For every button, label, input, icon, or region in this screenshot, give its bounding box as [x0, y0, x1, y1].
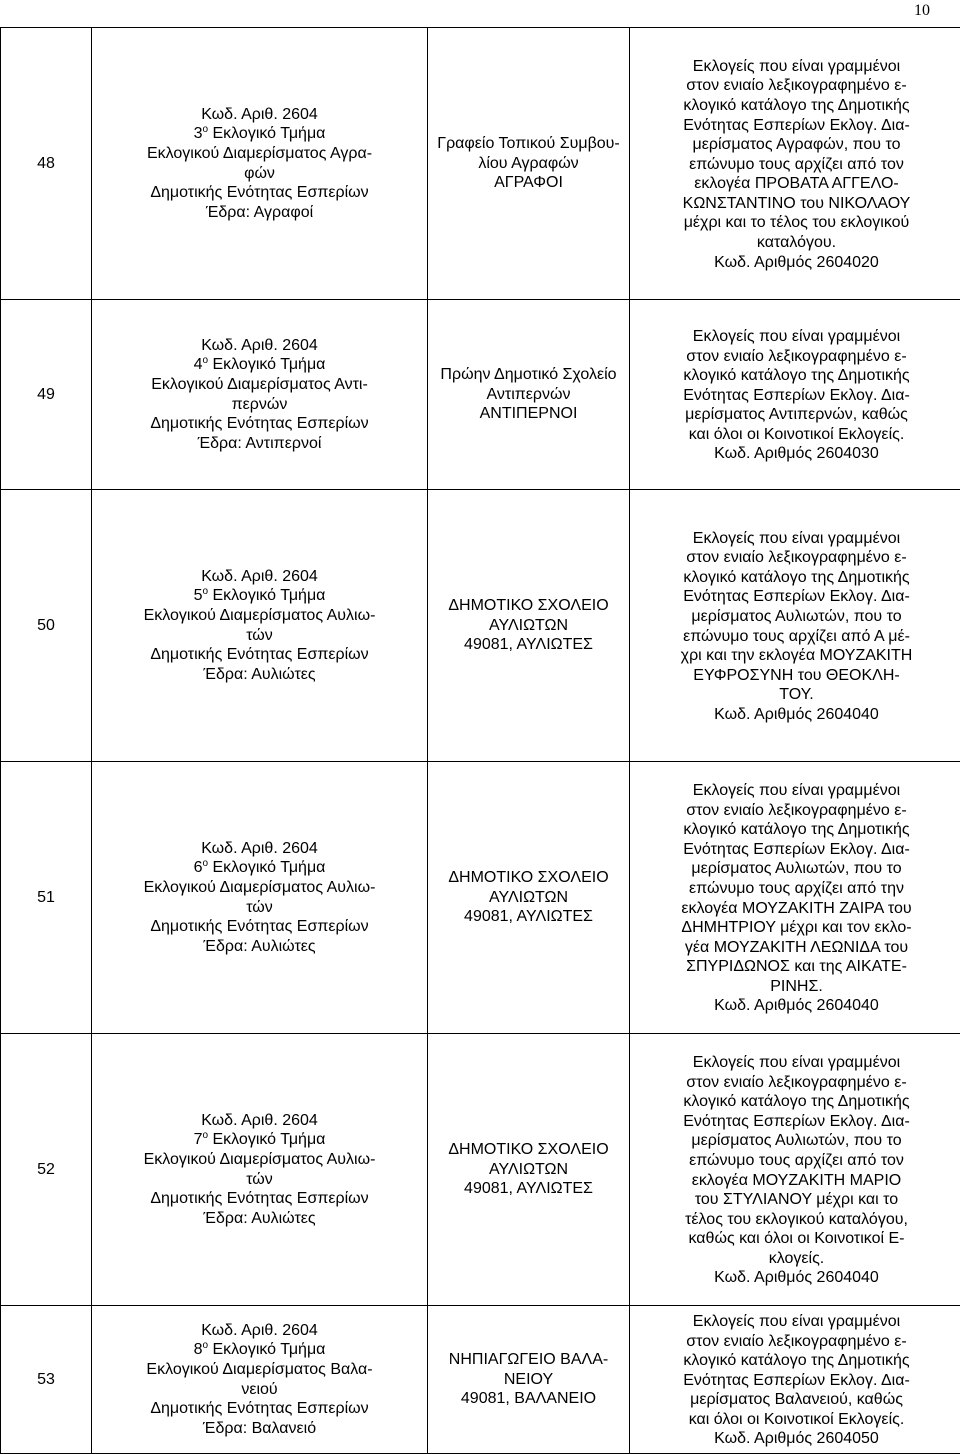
voters-description-line: Εκλογείς που είναι γραμμένοι	[630, 1312, 960, 1332]
voters-description-line: Εκλογείς που είναι γραμμένοι	[630, 327, 960, 347]
section-seat: Έδρα: Αυλιώτες	[92, 937, 427, 957]
voters-description-line: Εκλογείς που είναι γραμμένοι	[630, 1053, 960, 1073]
section-title-text: Εκλογικό Τμήμα	[212, 587, 325, 604]
section-municipal-unit: Δημοτικής Ενότητας Εσπερίων	[92, 1399, 427, 1419]
voters-description-line: ΔΗΜΗΤΡΙΟΥ μέχρι και τον εκλο-	[630, 918, 960, 938]
table-row	[1, 1306, 960, 1454]
row-number-cell	[1, 490, 92, 762]
polling-location-line: ΑΥΛΙΩΤΩΝ	[428, 1160, 629, 1180]
page-number: 10	[914, 2, 930, 20]
section-title	[92, 586, 427, 606]
voters-description-line: κλογικό κατάλογο της Δημοτικής	[630, 568, 960, 588]
polling-location-line: ΑΝΤΙΠΕΡΝΟΙ	[428, 404, 629, 424]
voters-description-line: ΡΙΝΗΣ.	[630, 977, 960, 997]
polling-location-cell	[428, 762, 630, 1034]
polling-location-line: ΝΕΙΟΥ	[428, 1370, 629, 1390]
section-title-text: Εκλογικό Τμήμα	[212, 356, 325, 373]
voters-description-line: κλογικό κατάλογο της Δημοτικής	[630, 366, 960, 386]
voters-description-line: Εκλογείς που είναι γραμμένοι	[630, 57, 960, 77]
voters-description-line: μερίσματος Αυλιωτών, που το	[630, 1131, 960, 1151]
row-number: 52	[37, 1161, 55, 1178]
row-number: 53	[37, 1371, 55, 1388]
section-title	[92, 124, 427, 144]
section-description-line: Εκλογικού Διαμερίσματος Αντι-	[92, 375, 427, 395]
polling-location-line: 49081, ΑΥΛΙΩΤΕΣ	[428, 907, 629, 927]
voters-description-line: και όλοι οι Κοινοτικοί Εκλογείς.	[630, 1410, 960, 1430]
voters-description-line: μερίσματος Αγραφών, που το	[630, 135, 960, 155]
row-number-cell	[1, 300, 92, 490]
section-description-line: νειού	[92, 1380, 427, 1400]
voters-description-line: κλογικό κατάλογο της Δημοτικής	[630, 1351, 960, 1371]
electoral-section-cell	[92, 1034, 428, 1306]
section-ordinal-suffix: ο	[202, 858, 208, 869]
table-body	[1, 28, 960, 1454]
polling-location-line: 49081, ΑΥΛΙΩΤΕΣ	[428, 635, 629, 655]
section-municipal-unit: Δημοτικής Ενότητας Εσπερίων	[92, 645, 427, 665]
voters-description-line: κλογείς.	[630, 1249, 960, 1269]
table-row	[1, 1034, 960, 1306]
table-row	[1, 762, 960, 1034]
voters-description-line: γέα ΜΟΥΖΑΚΙΤΗ ΛΕΩΝΙΔΑ του	[630, 938, 960, 958]
voters-description-line: καταλόγου.	[630, 233, 960, 253]
section-code: Κωδ. Αριθ. 2604	[92, 105, 427, 125]
polling-location-line: λίου Αγραφών	[428, 154, 629, 174]
row-number-cell	[1, 762, 92, 1034]
voters-description-line: μερίσματος Βαλανειού, καθώς	[630, 1390, 960, 1410]
row-number-cell	[1, 1306, 92, 1454]
voters-description-cell	[630, 1306, 960, 1454]
section-seat: Έδρα: Αυλιώτες	[92, 665, 427, 685]
voters-description-line: Εκλογείς που είναι γραμμένοι	[630, 529, 960, 549]
electoral-section-cell	[92, 28, 428, 300]
section-code: Κωδ. Αριθ. 2604	[92, 567, 427, 587]
section-description-line: τών	[92, 626, 427, 646]
electoral-section-cell	[92, 300, 428, 490]
polling-location-line: ΑΥΛΙΩΤΩΝ	[428, 888, 629, 908]
section-description-line: Εκλογικού Διαμερίσματος Αυλιω-	[92, 1150, 427, 1170]
voters-description-line: τέλος του εκλογικού καταλόγου,	[630, 1210, 960, 1230]
electoral-section-cell	[92, 1306, 428, 1454]
section-title-text: Εκλογικό Τμήμα	[212, 1131, 325, 1148]
voters-description-cell	[630, 28, 960, 300]
polling-location-line: ΔΗΜΟΤΙΚΟ ΣΧΟΛΕΙΟ	[428, 596, 629, 616]
section-code: Κωδ. Αριθ. 2604	[92, 336, 427, 356]
voters-description-line: στον ενιαίο λεξικογραφημένο ε-	[630, 548, 960, 568]
voters-description-line: κλογικό κατάλογο της Δημοτικής	[630, 96, 960, 116]
voters-description-line: χρι και την εκλογέα ΜΟΥΖΑΚΙΤΗ	[630, 646, 960, 666]
section-description-line: Εκλογικού Διαμερίσματος Αγρα-	[92, 144, 427, 164]
voters-description-line: Ενότητας Εσπερίων Εκλογ. Δια-	[630, 1371, 960, 1391]
table-row	[1, 300, 960, 490]
section-ordinal-suffix: ο	[202, 1340, 208, 1351]
voters-description	[630, 1310, 960, 1449]
section-municipal-unit: Δημοτικής Ενότητας Εσπερίων	[92, 917, 427, 937]
polling-location-line: ΑΥΛΙΩΤΩΝ	[428, 616, 629, 636]
voters-description-line: στον ενιαίο λεξικογραφημένο ε-	[630, 801, 960, 821]
section-description-line: Εκλογικού Διαμερίσματος Βαλα-	[92, 1360, 427, 1380]
section-ordinal-suffix: ο	[202, 586, 208, 597]
voters-description	[630, 779, 960, 1016]
section-description-line: φών	[92, 164, 427, 184]
section-description-line: περνών	[92, 395, 427, 415]
polling-location-line: 49081, ΒΑΛΑΝΕΙΟ	[428, 1389, 629, 1409]
voters-description-line: εκλογέα ΜΟΥΖΑΚΙΤΗ ΜΑΡΙΟ	[630, 1171, 960, 1191]
section-ordinal: 3	[194, 125, 203, 142]
section-title-text: Εκλογικό Τμήμα	[212, 125, 325, 142]
voters-description-line: μερίσματος Αντιπερνών, καθώς	[630, 405, 960, 425]
voters-description-cell	[630, 1034, 960, 1306]
section-ordinal-suffix: ο	[202, 355, 208, 366]
polling-location-line: Γραφείο Τοπικού Συμβου-	[428, 134, 629, 154]
section-title	[92, 1340, 427, 1360]
voters-description-line: εκλογέα ΠΡΟΒΑΤΑ ΑΓΓΕΛΟ-	[630, 174, 960, 194]
polling-location-cell	[428, 490, 630, 762]
section-ordinal-suffix: ο	[202, 1130, 208, 1141]
voters-description-line: καθώς και όλοι οι Κοινοτικοί Ε-	[630, 1229, 960, 1249]
row-number-cell	[1, 28, 92, 300]
voters-description-line: επώνυμο τους αρχίζει από την	[630, 879, 960, 899]
voters-description	[630, 1051, 960, 1288]
section-seat: Έδρα: Αυλιώτες	[92, 1209, 427, 1229]
voters-description-line: στον ενιαίο λεξικογραφημένο ε-	[630, 1073, 960, 1093]
voters-description-line: Ενότητας Εσπερίων Εκλογ. Δια-	[630, 840, 960, 860]
section-description-line: τών	[92, 898, 427, 918]
section-ordinal: 7	[194, 1131, 203, 1148]
voters-description-line: Κωδ. Αριθμός 2604020	[630, 253, 960, 273]
table-row	[1, 490, 960, 762]
polling-location-line: 49081, ΑΥΛΙΩΤΕΣ	[428, 1179, 629, 1199]
section-ordinal: 6	[194, 859, 203, 876]
voters-description-cell	[630, 490, 960, 762]
section-title-text: Εκλογικό Τμήμα	[212, 859, 325, 876]
polling-location-line: Αντιπερνών	[428, 385, 629, 405]
section-seat: Έδρα: Αντιπερνοί	[92, 434, 427, 454]
section-title-text: Εκλογικό Τμήμα	[212, 1341, 325, 1358]
table-row	[1, 28, 960, 300]
voters-description-line: Κωδ. Αριθμός 2604040	[630, 1268, 960, 1288]
voters-description-line: Κωδ. Αριθμός 2604030	[630, 444, 960, 464]
section-municipal-unit: Δημοτικής Ενότητας Εσπερίων	[92, 183, 427, 203]
row-number-cell	[1, 1034, 92, 1306]
voters-description-line: Κωδ. Αριθμός 2604050	[630, 1429, 960, 1449]
voters-description-line: Ενότητας Εσπερίων Εκλογ. Δια-	[630, 386, 960, 406]
polling-location-cell	[428, 28, 630, 300]
voters-description-line: Ενότητας Εσπερίων Εκλογ. Δια-	[630, 1112, 960, 1132]
polling-location-cell	[428, 1306, 630, 1454]
voters-description-line: Κωδ. Αριθμός 2604040	[630, 705, 960, 725]
voters-description-cell	[630, 762, 960, 1034]
voters-description-line: ΤΟΥ.	[630, 685, 960, 705]
voters-description-line: και όλοι οι Κοινοτικοί Εκλογείς.	[630, 425, 960, 445]
voters-description-line: εκλογέα ΜΟΥΖΑΚΙΤΗ ΖΑΙΡΑ του	[630, 899, 960, 919]
polling-location-line: Πρώην Δημοτικό Σχολείο	[428, 365, 629, 385]
voters-description-line: του ΣΤΥΛΙΑΝΟΥ μέχρι και το	[630, 1190, 960, 1210]
voters-description-line: κλογικό κατάλογο της Δημοτικής	[630, 820, 960, 840]
section-code: Κωδ. Αριθ. 2604	[92, 839, 427, 859]
section-ordinal: 5	[194, 587, 203, 604]
voters-description	[630, 55, 960, 273]
section-description-line: τών	[92, 1170, 427, 1190]
voters-description-line: Ενότητας Εσπερίων Εκλογ. Δια-	[630, 587, 960, 607]
section-seat: Έδρα: Βαλανειό	[92, 1419, 427, 1439]
polling-location-line: ΔΗΜΟΤΙΚΟ ΣΧΟΛΕΙΟ	[428, 1140, 629, 1160]
voters-description-line: στον ενιαίο λεξικογραφημένο ε-	[630, 1332, 960, 1352]
voters-description-line: μερίσματος Αυλιωτών, που το	[630, 607, 960, 627]
voters-description-line: ΕΥΦΡΟΣΥΝΗ του ΘΕΟΚΛΗ-	[630, 666, 960, 686]
voters-description-line: μερίσματος Αυλιωτών, που το	[630, 859, 960, 879]
voters-description-line: κλογικό κατάλογο της Δημοτικής	[630, 1092, 960, 1112]
voters-description-line: επώνυμο τους αρχίζει από Α μέ-	[630, 627, 960, 647]
polling-location-cell	[428, 1034, 630, 1306]
section-municipal-unit: Δημοτικής Ενότητας Εσπερίων	[92, 414, 427, 434]
section-title	[92, 1130, 427, 1150]
electoral-section-cell	[92, 490, 428, 762]
row-number: 50	[37, 617, 55, 634]
electoral-section-cell	[92, 762, 428, 1034]
voters-description	[630, 325, 960, 464]
section-ordinal-suffix: ο	[202, 124, 208, 135]
section-description-line: Εκλογικού Διαμερίσματος Αυλιω-	[92, 878, 427, 898]
section-code: Κωδ. Αριθ. 2604	[92, 1321, 427, 1341]
voters-description-line: επώνυμο τους αρχίζει από τον	[630, 1151, 960, 1171]
voters-description-line: μέχρι και το τέλος του εκλογικού	[630, 213, 960, 233]
polling-location-line: ΝΗΠΙΑΓΩΓΕΙΟ ΒΑΛΑ-	[428, 1350, 629, 1370]
section-ordinal: 4	[194, 356, 203, 373]
row-number: 51	[37, 889, 55, 906]
voters-description-line: στον ενιαίο λεξικογραφημένο ε-	[630, 76, 960, 96]
polling-location-cell	[428, 300, 630, 490]
voters-description-cell	[630, 300, 960, 490]
row-number: 49	[37, 386, 55, 403]
section-title	[92, 858, 427, 878]
voters-description-line: Εκλογείς που είναι γραμμένοι	[630, 781, 960, 801]
section-code: Κωδ. Αριθ. 2604	[92, 1111, 427, 1131]
voters-description	[630, 527, 960, 725]
voters-description-line: ΣΠΥΡΙΔΩΝΟΣ και της ΑΙΚΑΤΕ-	[630, 957, 960, 977]
voters-description-line: ΚΩΝΣΤΑΝΤΙΝΟ του ΝΙΚΟΛΑΟΥ	[630, 194, 960, 214]
polling-location-line: ΔΗΜΟΤΙΚΟ ΣΧΟΛΕΙΟ	[428, 868, 629, 888]
section-description-line: Εκλογικού Διαμερίσματος Αυλιω-	[92, 606, 427, 626]
section-municipal-unit: Δημοτικής Ενότητας Εσπερίων	[92, 1189, 427, 1209]
voters-description-line: Κωδ. Αριθμός 2604040	[630, 996, 960, 1016]
section-ordinal: 8	[194, 1341, 203, 1358]
section-title	[92, 355, 427, 375]
section-seat: Έδρα: Αγραφοί	[92, 203, 427, 223]
polling-stations-table	[0, 27, 960, 1454]
row-number: 48	[37, 155, 55, 172]
voters-description-line: στον ενιαίο λεξικογραφημένο ε-	[630, 347, 960, 367]
voters-description-line: Ενότητας Εσπερίων Εκλογ. Δια-	[630, 116, 960, 136]
voters-description-line: επώνυμο τους αρχίζει από τον	[630, 155, 960, 175]
polling-location-line: ΑΓΡΑΦΟΙ	[428, 173, 629, 193]
